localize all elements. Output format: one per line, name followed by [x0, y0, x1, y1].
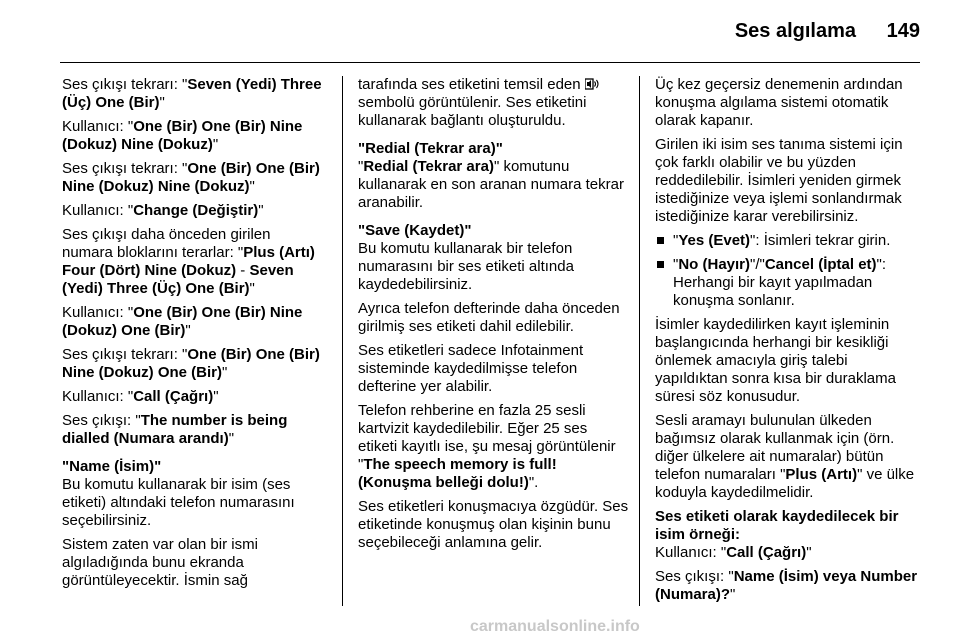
header-rule [60, 62, 920, 63]
paragraph: Sesli aramayı bulunulan ülkeden bağımsız olarak kullanmak için (örn. diğer ülkelere ait numaralar) bütün telefon numaraları "Plus (Artı)" ve ülke koduyla kaydedilmelidir. [655, 412, 915, 501]
watermark: carmanualsonline.info [470, 618, 640, 635]
paragraph: Ses çıkışı tekrarı: "One (Bir) One (Bir) Nine (Dokuz) Nine (Dokuz)" [62, 160, 320, 195]
section-heading: "Redial (Tekrar ara)" [358, 140, 503, 157]
paragraph: Sistem zaten var olan bir ismi algıladığında bunu ekranda görüntüleyecektir. İsmin sağ [62, 536, 258, 589]
page-title: Ses algılama [734, 20, 856, 42]
paragraph: Ses çıkışı tekrarı: "Seven (Yedi) Three (Üç) One (Bir)" [62, 76, 322, 111]
paragraph: İsimler kaydedilirken kayıt işleminin başlangıcında herhangi bir kesikliği önlemek amacıyla giriş talebi yapıldıktan sonra kısa bir duraklama süresi söz konusudur. [655, 316, 896, 405]
paragraph: Kullanıcı: "Change (Değiştir)" [62, 202, 264, 219]
column-2 [358, 76, 630, 558]
column-divider [639, 76, 640, 606]
list-item: "Yes (Evet)": İsimleri tekrar girin. [655, 232, 923, 250]
paragraph: Ses çıkışı tekrarı: "One (Bir) One (Bir) Nine (Dokuz) One (Bir)" [62, 346, 320, 381]
paragraph: Kullanıcı: "Call (Çağrı)" [655, 544, 812, 561]
list-item: "No (Hayır)"/"Cancel (İptal et)": Herhangi bir kayıt yapılmadan konuşma sonlanır. [655, 256, 923, 310]
paragraph: Telefon rehberine en fazla 25 sesli kartvizit kaydedilebilir. Eğer 25 ses etiketi kayıtlı ise, şu mesaj görüntülenir "The speech memory is full! (Konuşma belleği dolu!)". [358, 402, 616, 491]
paragraph: Ses etiketleri konuşmacıya özgüdür. Ses etiketinde konuşmuş olan kişinin bunu seçebileceği anlamına gelir. [358, 498, 629, 551]
voice-tag-icon [585, 78, 599, 90]
paragraph: tarafında ses etiketini temsil eden sembolü görüntülenir. Ses etiketini kullanarak bağlantı oluşturuldu. [358, 76, 630, 130]
page-number: 149 [886, 20, 920, 42]
column-divider [342, 76, 343, 606]
paragraph: Ses çıkışı: "The number is being dialled (Numara arandı)" [62, 412, 288, 447]
page-header [0, 14, 960, 54]
paragraph: "Redial (Tekrar ara)" komutunu kullanarak en son aranan numara tekrar aranabilir. [358, 158, 624, 211]
bullet-icon [657, 261, 664, 268]
paragraph: Kullanıcı: "One (Bir) One (Bir) Nine (Dokuz) Nine (Dokuz)" [62, 118, 303, 153]
paragraph: Üç kez geçersiz denemenin ardından konuşma algılama sistemi otomatik olarak kapanır. [655, 76, 903, 129]
paragraph: Kullanıcı: "One (Bir) One (Bir) Nine (Dokuz) One (Bir)" [62, 304, 303, 339]
paragraph: Ses çıkışı daha önceden girilen numara bloklarını terarlar: "Plus (Artı) Four (Dört) Nine (Dokuz) - Seven (Yedi) Three (Üç) One (Bir)" [62, 226, 315, 297]
paragraph: Girilen iki isim ses tanıma sistemi için çok farklı olabilir ve bu yüzden reddedilebilir. İsimleri yeniden girmek istediğinize veya işlemi sonlandırmak istediğinize karar verebilirsiniz. [655, 136, 903, 225]
column-3 [655, 76, 923, 610]
section-heading: "Name (İsim)" [62, 458, 162, 475]
bullet-icon [657, 237, 664, 244]
column-1 [62, 76, 324, 596]
paragraph: Kullanıcı: "Call (Çağrı)" [62, 388, 219, 405]
paragraph: Ayrıca telefon defterinde daha önceden girilmiş ses etiketi dahil edilebilir. [358, 300, 620, 335]
paragraph: Bu komutu kullanarak bir isim (ses etiketi) altındaki telefon numarasını seçebilirsiniz. [62, 476, 295, 529]
paragraph: Ses çıkışı: "Name (İsim) veya Number (Numara)?" [655, 568, 918, 603]
paragraph: Bu komutu kullanarak bir telefon numarasını bir ses etiketi altında kaydedebilirsiniz. [358, 240, 574, 293]
paragraph: Ses etiketleri sadece Infotainment sisteminde kaydedilmişse telefon defterine yer alabilir. [358, 342, 584, 395]
section-heading: "Save (Kaydet)" [358, 222, 472, 239]
section-heading: Ses etiketi olarak kaydedilecek bir isim örneği: [655, 508, 899, 543]
